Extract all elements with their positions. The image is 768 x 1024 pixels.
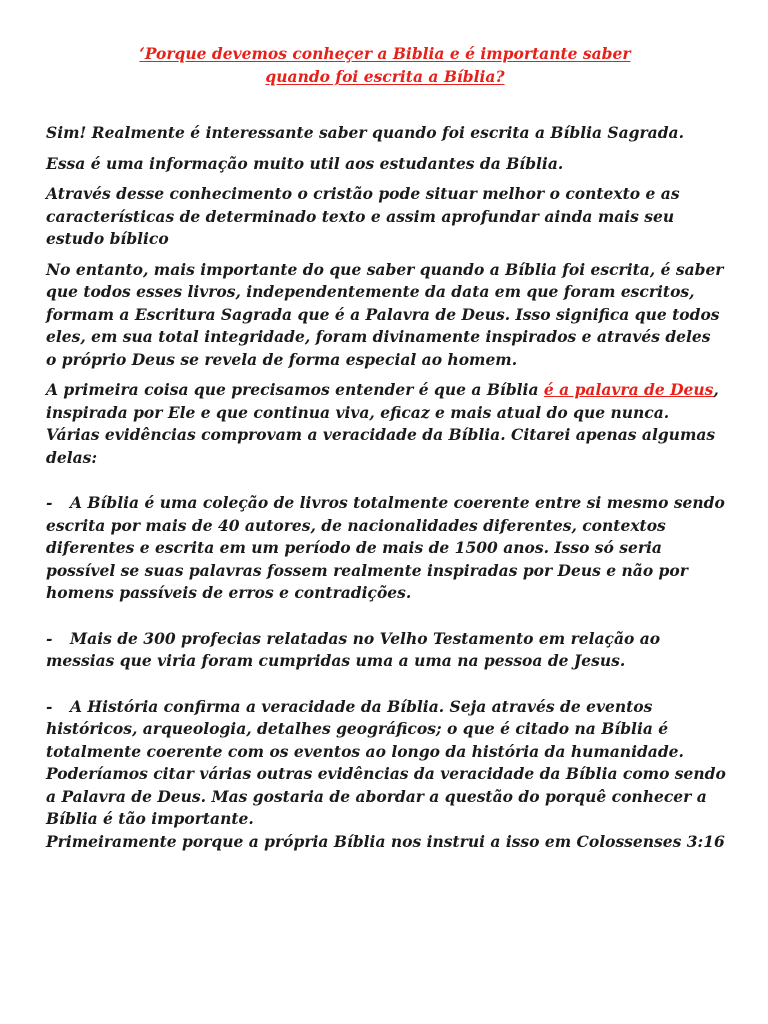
- paragraph-word-of-god: [46, 379, 726, 469]
- list-item-prophecies-text: Mais de 300 profecias relatadas no Velho Testamento em relação ao messias que viria foram cumpridas uma a uma na pessoa de Jesus.: [46, 628, 661, 670]
- document-body: [46, 122, 726, 853]
- bullet-marker: -: [46, 628, 53, 648]
- paragraph-other-evidence: Poderíamos citar várias outras evidências da veracidade da Bíblia como sendo a Palavra de Deus. Mas gostaria de abordar a questão do porquê conhecer a Bíblia é tão importante.: [46, 764, 726, 828]
- paragraph-intro: Sim! Realmente é interessante saber quando foi escrita a Bíblia Sagrada.: [46, 123, 684, 142]
- list-item-coherence: [46, 492, 726, 605]
- list-item-coherence-text: A Bíblia é uma coleção de livros totalmente coerente entre si mesmo sendo escrita por mais de 40 autores, de nacionalidades diferentes, contextos diferentes e escrita em um período de mais de 1500 anos. Isso só seria possível se suas palavras fossem realmente inspiradas por Deus e não por homens passíveis de erros e contradições.: [46, 493, 725, 602]
- paragraph-useful-info: Essa é uma informação muito util aos estudantes da Bíblia.: [46, 153, 564, 173]
- title-line-1: ‘Porque devemos conheçer a Biblia e é importante saber: [139, 44, 631, 63]
- paragraph-importance: No entanto, mais importante do que saber quando a Bíblia foi escrita, é saber que todos esses livros, independentemente da data em que foram escritos, formam a Escritura Sagrada que é a Palavra de Deus. Isso significa que todos eles, em sua total integridade, foram divinamente inspirados e através deles o próprio Deus se revela de forma especial ao homem.: [46, 259, 724, 369]
- paragraph-colossians: Primeiramente porque a própria Bíblia nos instrui a isso em Colossenses 3:16: [46, 831, 725, 851]
- paragraph-context: Através desse conhecimento o cristão pode situar melhor o contexto e as características de determinado texto e assim aprofundar ainda mais seu estudo bíblico: [46, 184, 680, 248]
- list-item-prophecies: [46, 628, 726, 673]
- list-item-history: [46, 696, 726, 764]
- title-line-2: quando foi escrita a Bíblia?: [265, 67, 505, 86]
- bullet-marker: -: [46, 493, 53, 512]
- paragraph-word-of-god-text-start: A primeira coisa que precisamos entender é que a Bíblia: [46, 380, 544, 399]
- bullet-marker: -: [46, 696, 53, 716]
- document-title: [60, 42, 710, 88]
- list-item-history-text: A História confirma a veracidade da Bíblia. Seja através de eventos históricos, arqueologia, detalhes geográficos; o que é citado na Bíblia é totalmente coerente com os eventos ao longo da história da humanidade.: [46, 696, 684, 761]
- paragraph-word-of-god-text-end: , inspirada por Ele e que continua viva, eficaz e mais atual do que nunca. Várias evidências comprovam a veracidade da Bíblia. Citarei apenas algumas delas:: [46, 380, 719, 467]
- word-of-god-link[interactable]: é a palavra de Deus: [543, 380, 714, 399]
